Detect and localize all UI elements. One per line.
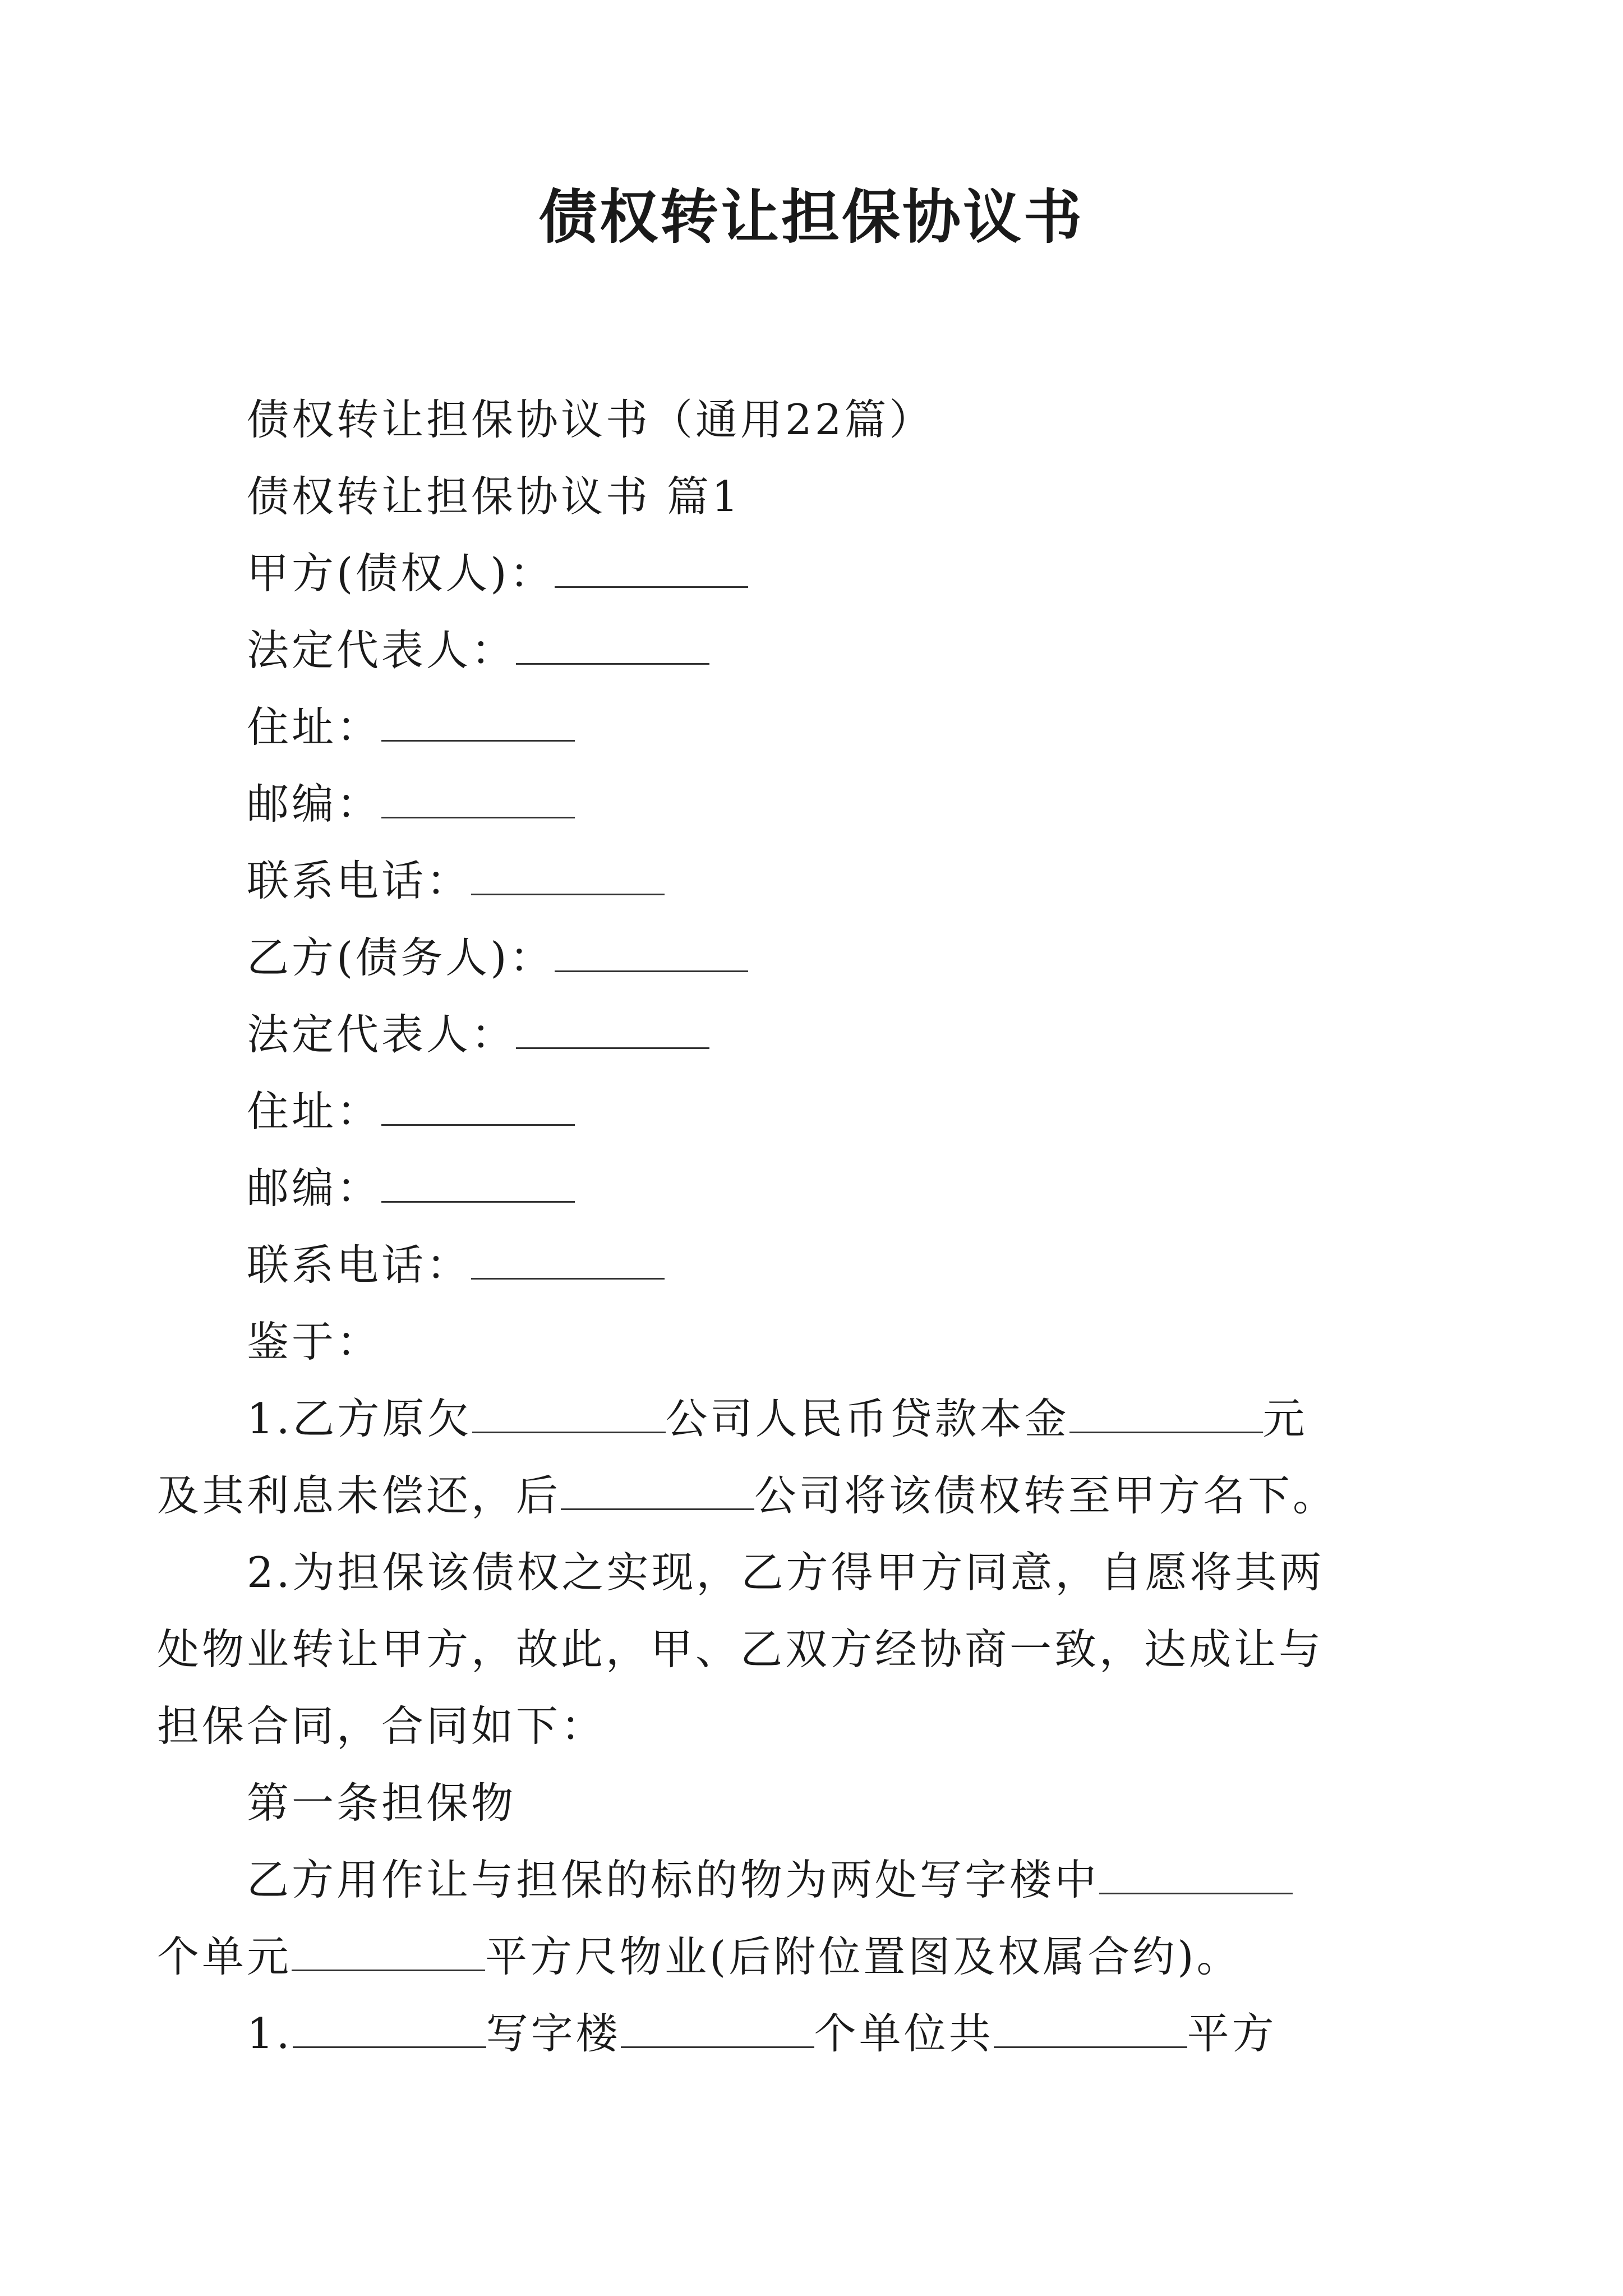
party-b-line xyxy=(247,919,1391,996)
recital-1-company-blank xyxy=(472,1398,666,1433)
party-a-zip-line xyxy=(247,766,1391,843)
party-a-phone-blank xyxy=(471,860,665,895)
document-title: 债权转让担保协议书 xyxy=(538,183,1084,251)
party-a-addr-blank xyxy=(381,706,575,742)
party-b-phone-label: 联系电话： xyxy=(247,1240,472,1290)
party-a-label: 甲方(债权人)： xyxy=(247,549,555,598)
recital-1-line-1 xyxy=(247,1381,1391,1457)
item-1-area-blank xyxy=(994,2013,1187,2048)
recital-2-line-3: 担保合同，合同如下： xyxy=(157,1701,606,1751)
article-1-text-a: 乙方用作让与担保的标的物为两处写字楼中 xyxy=(247,1855,1100,1904)
recital-1-transferor-blank xyxy=(561,1475,754,1510)
section-heading: 债权转让担保协议书 篇1 xyxy=(247,472,741,521)
party-b-rep-line xyxy=(247,996,1391,1073)
party-b-addr-line xyxy=(247,1073,1391,1150)
article-1-line-1 xyxy=(247,1842,1391,1918)
article-1-heading: 第一条担保物 xyxy=(247,1778,517,1828)
recital-1-text-b: 公司人民币贷款本金 xyxy=(665,1394,1069,1443)
party-a-rep-label: 法定代表人： xyxy=(247,625,517,675)
subtitle-line: 债权转让担保协议书（通用22篇） xyxy=(247,395,934,444)
party-b-label: 乙方(债务人)： xyxy=(247,933,555,982)
item-1-line xyxy=(247,1995,1391,2072)
party-a-zip-label: 邮编： xyxy=(247,779,382,829)
recital-2-line-2: 处物业转让甲方，故此，甲、乙双方经协商一致，达成让与 xyxy=(157,1625,1324,1674)
item-1-count-blank xyxy=(621,2013,814,2048)
recital-1-text-a: 1.乙方原欠 xyxy=(247,1394,472,1443)
recital-1-amount-blank xyxy=(1069,1398,1263,1433)
article-1-line-2 xyxy=(157,1918,1391,1995)
recital-1-text-d: 及其利息未偿还，后 xyxy=(157,1471,561,1520)
party-b-addr-label: 住址： xyxy=(247,1087,382,1136)
party-a-zip-blank xyxy=(381,783,575,818)
party-b-phone-blank xyxy=(471,1244,665,1280)
article-1-text-b: 个单元 xyxy=(157,1932,292,1981)
recital-2-line-1: 2.为担保该债权之实现，乙方得甲方同意，自愿将其两 xyxy=(247,1548,1325,1597)
party-a-line xyxy=(247,535,1391,612)
party-b-addr-blank xyxy=(381,1091,575,1126)
party-a-rep-line xyxy=(247,612,1391,689)
party-b-zip-blank xyxy=(381,1167,575,1203)
document-body xyxy=(157,381,1391,2072)
item-1-building-blank xyxy=(293,2013,486,2048)
recital-1-text-c: 元 xyxy=(1262,1394,1308,1443)
party-b-zip-line xyxy=(247,1150,1391,1227)
item-1-text-b: 写字楼 xyxy=(486,2009,621,2058)
party-b-phone-line xyxy=(247,1227,1391,1304)
party-b-zip-label: 邮编： xyxy=(247,1163,382,1213)
article-1-area-blank xyxy=(292,1936,485,1971)
party-a-name-blank xyxy=(555,553,748,588)
party-a-phone-label: 联系电话： xyxy=(247,856,472,905)
article-1-units-blank xyxy=(1099,1859,1293,1894)
party-a-phone-line xyxy=(247,843,1391,919)
party-a-addr-label: 住址： xyxy=(247,702,382,752)
party-a-rep-blank xyxy=(516,629,709,665)
item-1-text-a: 1. xyxy=(247,2009,293,2058)
item-1-text-c: 个单位共 xyxy=(814,2009,994,2058)
recital-1-text-e: 公司将该债权转至甲方名下。 xyxy=(754,1471,1338,1520)
recital-1-line-2 xyxy=(157,1457,1391,1534)
party-b-name-blank xyxy=(555,937,748,972)
party-b-rep-blank xyxy=(516,1014,709,1049)
item-1-text-d: 平方 xyxy=(1187,2009,1277,2058)
party-b-rep-label: 法定代表人： xyxy=(247,1010,517,1059)
party-a-addr-line xyxy=(247,689,1391,766)
whereas-heading: 鉴于： xyxy=(247,1317,382,1366)
article-1-text-c: 平方尺物业(后附位置图及权属合约)。 xyxy=(485,1932,1242,1981)
